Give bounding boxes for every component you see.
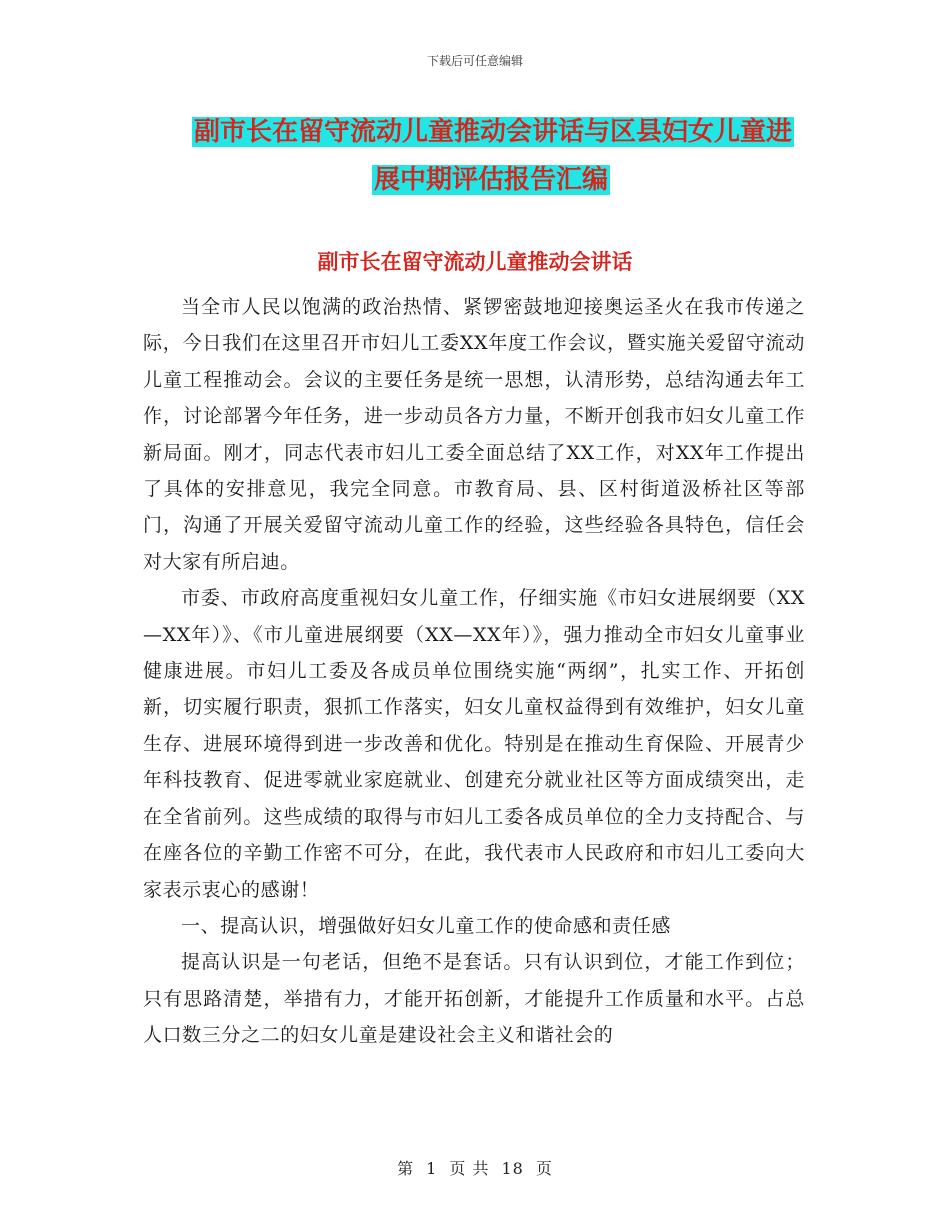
page-footer [0,1156,950,1179]
document-title [192,108,808,204]
paragraph: 当全市人民以饱满的政治热情、紧锣密鼓地迎接奥运圣火在我市传递之际，今日我们在这里召开市妇儿工委XX年度工作会议，暨实施关爱留守流动儿童工程推动会。会议的主要任务是统一思想，认清形势，总结沟通去年工作，讨论部署今年任务，进一步动员各方力量，不断开创我市妇女儿童工作新局面。刚才，同志代表市妇儿工委全面总结了XX工作，对XX年工作提出了具体的安排意见，我完全同意。市教育局、县、区村街道汲桥社区等部门，沟通了开展关爱留守流动儿童工作的经验，这些经验各具特色，信任会对大家有所启迪。 [143,296,805,573]
document-title-line1: 副市长在留守流动儿童推动会讲话与区县妇女儿童进 [194,117,793,147]
document-title-line2: 展中期评估报告汇编 [373,165,608,195]
footer-prefix: 第 [397,1159,415,1178]
page-total: 18 [501,1159,524,1178]
footer-mid: 页 共 [449,1159,490,1178]
section-heading: 一、提高认识，增强做好妇女儿童工作的使命感和责任感 [181,914,672,937]
section-title: 副市长在留守流动儿童推动会讲话 [317,250,633,274]
document-body [143,289,805,1054]
footer-suffix: 页 [535,1159,553,1178]
paragraph: 提高认识是一句老话，但绝不是套话。只有认识到位，才能工作到位；只有思路清楚，举措有力，才能开拓创新，才能提升工作质量和水平。占总人口数三分之二的妇女儿童是建设社会主义和谐社会的 [143,951,805,1047]
page-header-note: 下载后可任意编辑 [426,54,523,68]
paragraph: 市委、市政府高度重视妇女儿童工作，仔细实施《市妇女进展纲要（XX—XX年）》、《市儿童进展纲要（XX—XX年）》，强力推动全市妇女儿童事业健康进展。市妇儿工委及各成员单位围绕实施“两纲”，扎实工作、开拓创新，切实履行职责，狠抓工作落实，妇女儿童权益得到有效维护，妇女儿童生存、进展环境得到进一步改善和优化。特别是在推动生育保险、开展青少年科技教育、促进零就业家庭就业、创建充分就业社区等方面成绩突出，走在全省前列。这些成绩的取得与市妇儿工委各成员单位的全力支持配合、与在座各位的辛勤工作密不可分，在此，我代表市人民政府和市妇儿工委向大家表示衷心的感谢！ [143,587,805,901]
page-number: 1 [426,1159,438,1178]
